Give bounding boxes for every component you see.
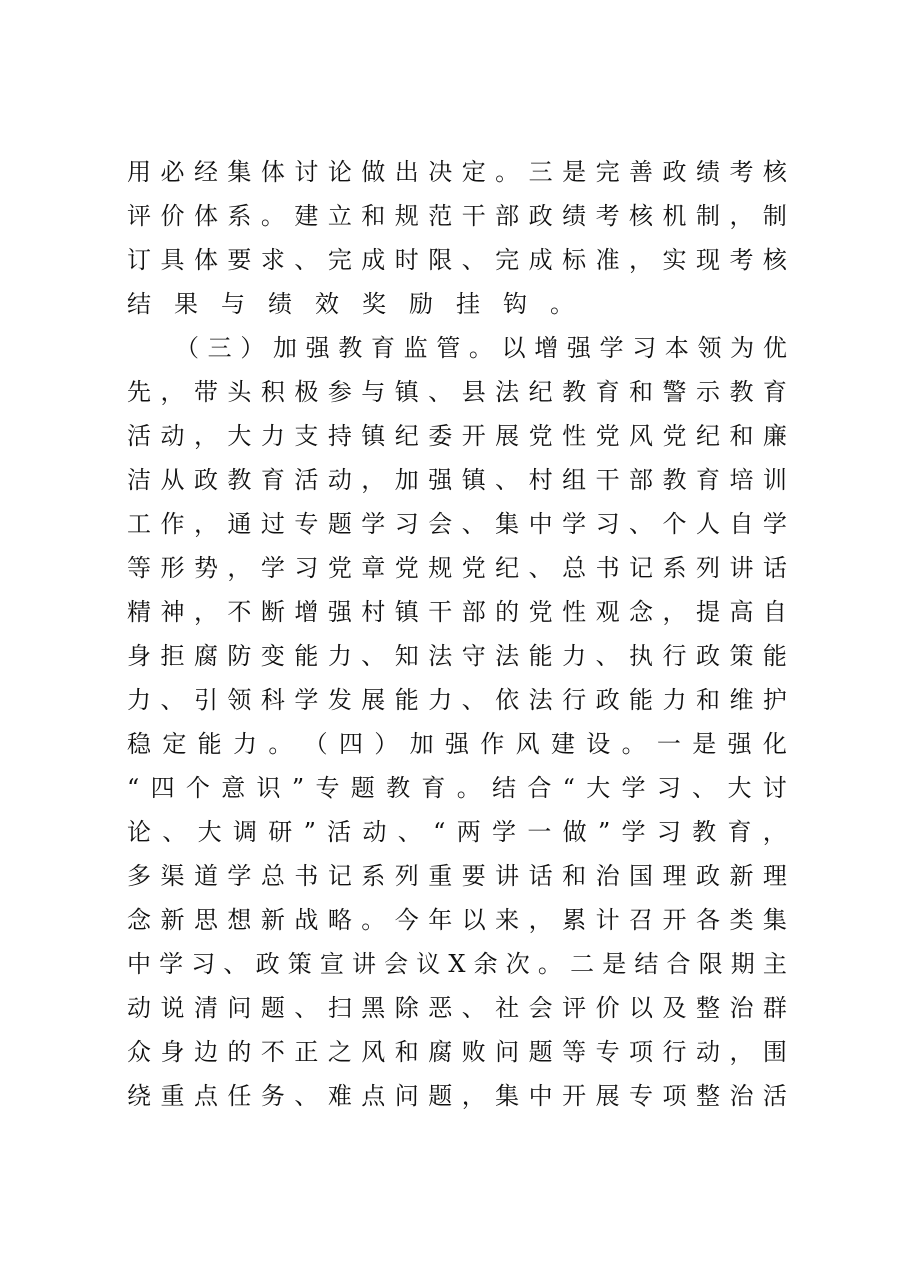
text-line: 众 身 边 的 不 正 之 风 和 腐 败 问 题 等 专 项 行 动 ， 围 xyxy=(127,1038,787,1066)
text-line: 绕 重 点 任 务 、 难 点 问 题 ， 集 中 开 展 专 项 整 治 活 xyxy=(127,1082,787,1110)
text-line: 结 果 与 绩 效 奖 励 挂 钩 。 xyxy=(127,290,574,318)
text-line: 用 必 经 集 体 讨 论 做 出 决 定 。 三 是 完 善 政 绩 考 核 xyxy=(127,158,787,186)
text-line: 评 价 体 系 。 建 立 和 规 范 干 部 政 绩 考 核 机 制 ， 制 xyxy=(127,202,787,230)
text-line: 订 具 体 要 求 、 完 成 时 限 、 完 成 标 准 ， 实 现 考 核 xyxy=(127,246,787,274)
text-line: 多 渠 道 学 总 书 记 系 列 重 要 讲 话 和 治 国 理 政 新 理 xyxy=(127,862,787,890)
text-line: 稳 定 能 力 。 （ 四 ） 加 强 作 风 建 设 。 一 是 强 化 xyxy=(127,730,787,758)
text-line: 动 说 清 问 题 、 扫 黑 除 恶 、 社 会 评 价 以 及 整 治 群 xyxy=(127,994,787,1022)
text-line: （ 三 ） 加 强 教 育 监 管 。 以 增 强 学 习 本 领 为 优 xyxy=(175,334,787,362)
text-line: 工 作 ， 通 过 专 题 学 习 会 、 集 中 学 习 、 个 人 自 学 xyxy=(127,510,787,538)
text-line: 活 动 ， 大 力 支 持 镇 纪 委 开 展 党 性 党 风 党 纪 和 廉 xyxy=(127,422,787,450)
text-line: 先 ， 带 头 积 极 参 与 镇 、 县 法 纪 教 育 和 警 示 教 育 xyxy=(127,378,787,406)
text-line: 身 拒 腐 防 变 能 力 、 知 法 守 法 能 力 、 执 行 政 策 能 xyxy=(127,642,787,670)
body-text xyxy=(127,150,787,1118)
text-line: 精 神 ， 不 断 增 强 村 镇 干 部 的 党 性 观 念 ， 提 高 自 xyxy=(127,598,787,626)
text-line: 中 学 习 、 政 策 宣 讲 会 议 X 余 次 。 二 是 结 合 限 期 主 xyxy=(127,950,787,978)
text-line: 论 、 大 调 研 ” 活 动 、 “ 两 学 一 做 ” 学 习 教 育 ， xyxy=(127,818,787,846)
text-line: 洁 从 政 教 育 活 动 ， 加 强 镇 、 村 组 干 部 教 育 培 训 xyxy=(127,466,787,494)
text-line: “ 四 个 意 识 ” 专 题 教 育 。 结 合 “ 大 学 习 、 大 讨 xyxy=(127,774,787,802)
text-line: 等 形 势 ， 学 习 党 章 党 规 党 纪 、 总 书 记 系 列 讲 话 xyxy=(127,554,787,582)
text-line: 力 、 引 领 科 学 发 展 能 力 、 依 法 行 政 能 力 和 维 护 xyxy=(127,686,787,714)
text-line: 念 新 思 想 新 战 略 。 今 年 以 来 ， 累 计 召 开 各 类 集 xyxy=(127,906,787,934)
